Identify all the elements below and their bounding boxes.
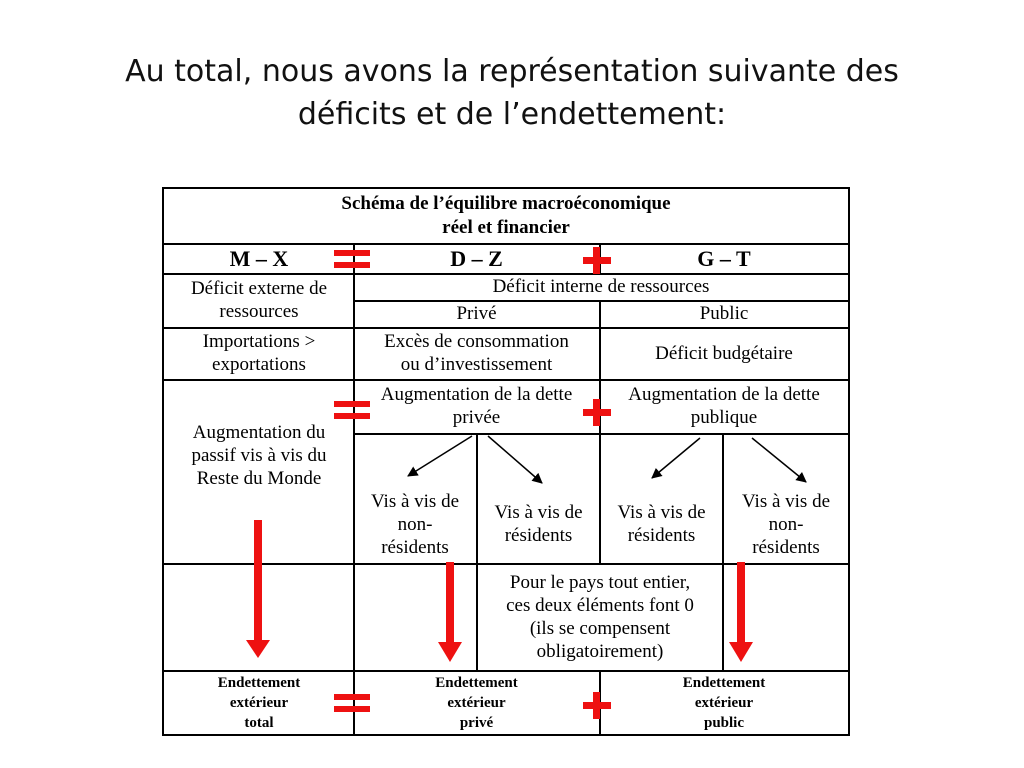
residents-offset-note bbox=[478, 563, 722, 670]
foreign-liabilities bbox=[164, 421, 354, 501]
offset-note-line3: (ils se compensent bbox=[529, 617, 671, 639]
external-debt-public bbox=[600, 672, 848, 734]
term-gt: G – T bbox=[697, 245, 751, 271]
offset-note-line2: ces deux éléments font 0 bbox=[506, 594, 694, 616]
private-label: Privé bbox=[456, 303, 497, 324]
internal-deficit: Déficit interne de ressources bbox=[492, 276, 710, 297]
slide-title-line2: déficits et de l’endettement: bbox=[297, 97, 727, 132]
debt-total-line2: extérieur bbox=[229, 695, 289, 711]
priv-nonres-line3: résidents bbox=[381, 536, 449, 558]
debt-public-line1: Endettement bbox=[682, 675, 766, 691]
private-residents bbox=[478, 485, 599, 563]
liabilities-line1: Augmentation du bbox=[192, 422, 326, 443]
offset-note-line4: obligatoirement) bbox=[536, 640, 664, 662]
consumption-excess bbox=[354, 327, 599, 379]
public-debt-increase bbox=[600, 379, 848, 433]
debt-public-line2: extérieur bbox=[694, 695, 754, 711]
imports-line2: exportations bbox=[212, 354, 306, 375]
external-debt-private bbox=[354, 672, 599, 734]
offset-note-line1: Pour le pays tout entier, bbox=[509, 571, 691, 593]
private-nonresidents bbox=[354, 485, 476, 563]
grid-line bbox=[722, 563, 724, 670]
slide-title bbox=[60, 50, 964, 136]
external-deficit-line1: Déficit externe de bbox=[190, 278, 328, 299]
priv-res-line1: Vis à vis de bbox=[494, 502, 583, 523]
term-dz: D – Z bbox=[450, 245, 503, 271]
excess-line1: Excès de consommation bbox=[384, 331, 569, 352]
private-debt-line1: Augmentation de la dette bbox=[380, 384, 573, 405]
imports-exceed-exports bbox=[164, 327, 354, 379]
private-debt-line2: privée bbox=[452, 407, 501, 428]
debt-private-line2: extérieur bbox=[447, 695, 506, 711]
debt-total-line1: Endettement bbox=[217, 675, 301, 691]
external-deficit-line2: ressources bbox=[219, 301, 299, 322]
schema-header-line1: Schéma de l’équilibre macroéconomique bbox=[341, 193, 671, 214]
priv-res-line2: résidents bbox=[504, 525, 573, 546]
public-debt-line2: publique bbox=[690, 407, 758, 428]
budget-deficit: Déficit budgétaire bbox=[655, 342, 793, 364]
public-nonresidents bbox=[724, 485, 848, 563]
priv-nonres-line1: Vis à vis de bbox=[370, 490, 460, 512]
pub-nonres-line3: résidents bbox=[752, 536, 820, 558]
priv-nonres-line2: non- bbox=[397, 513, 433, 535]
public-residents bbox=[601, 485, 722, 563]
debt-private-line1: Endettement bbox=[435, 675, 518, 691]
slide-title-line1: Au total, nous avons la représentation suivante des bbox=[125, 54, 899, 89]
pub-res-line1: Vis à vis de bbox=[617, 502, 706, 523]
macro-balance-schema bbox=[162, 187, 850, 736]
external-deficit bbox=[164, 273, 354, 327]
private-debt-increase bbox=[354, 379, 599, 433]
pub-res-line2: résidents bbox=[627, 525, 696, 546]
term-mx: M – X bbox=[229, 245, 289, 271]
public-debt-line1: Augmentation de la dette bbox=[628, 384, 820, 405]
debt-private-line3: privé bbox=[459, 715, 494, 731]
schema-header-line2: réel et financier bbox=[442, 217, 570, 238]
schema-header bbox=[164, 189, 848, 243]
excess-line2: ou d’investissement bbox=[400, 354, 553, 375]
pub-nonres-line2: non- bbox=[768, 513, 804, 535]
debt-public-line3: public bbox=[703, 715, 745, 731]
external-debt-total bbox=[164, 672, 354, 734]
liabilities-line3: Reste du Monde bbox=[196, 468, 322, 489]
public-label: Public bbox=[699, 303, 749, 324]
liabilities-line2: passif vis à vis du bbox=[191, 445, 327, 466]
imports-line1: Importations > bbox=[202, 331, 316, 352]
pub-nonres-line1: Vis à vis de bbox=[741, 490, 831, 512]
grid-line bbox=[354, 433, 848, 435]
debt-total-line3: total bbox=[244, 715, 274, 731]
